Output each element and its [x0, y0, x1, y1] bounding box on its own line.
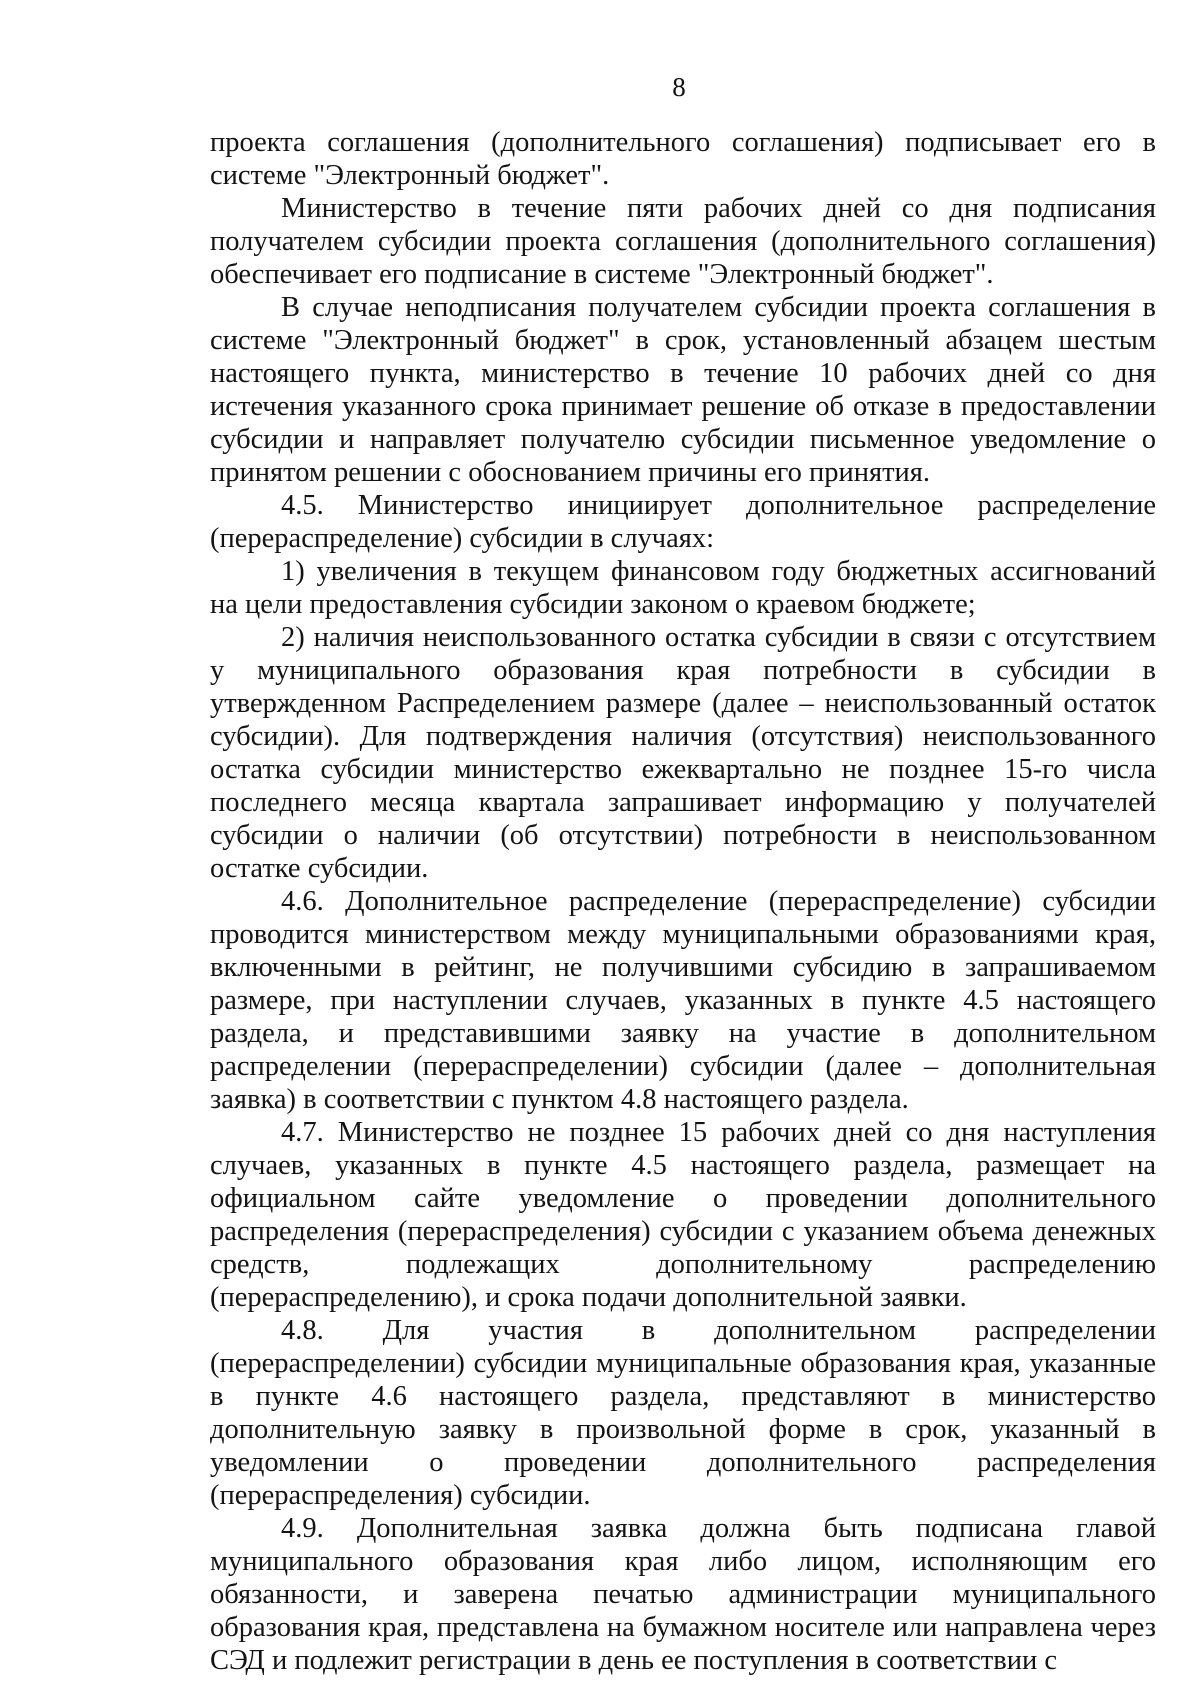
paragraph-4-7: 4.7. Министерство не позднее 15 рабочих дней со дня наступления случаев, указанных в пункте 4.5 настоящего раздела, размещает на официальном сайте уведомление о проведении дополнительного распределения (перераспределения) субсидии с указанием объема денежных средств, подлежащих дополнительному распределению (перераспределению), и срока подачи дополнительной заявки. [210, 1117, 1156, 1313]
paragraph-2: Министерство в течение пяти рабочих дней со дня подписания получателем субсидии проекта соглашения (дополнительного соглашения) обеспечивает его подписание в системе "Электронный бюджет". [210, 193, 1156, 290]
paragraph-item-2: 2) наличия неиспользованного остатка субсидии в связи с отсутствием у муниципального образования края потребности в субсидии в утвержденном Распределением размере (далее – неиспользованный остаток субсидии). Для подтверждения наличия (отсутствия) неиспользованного остатка субсидии министерство ежеквартально не позднее 15-го числа последнего месяца квартала запрашивает информацию у получателей субсидии о наличии (об отсутствии) потребности в неиспользованном остатке субсидии. [210, 622, 1156, 884]
page-number: 8 [672, 72, 686, 102]
paragraph-4-9: 4.9. Дополнительная заявка должна быть подписана главой муниципального образования края либо лицом, исполняющим его обязанности, и заверена печатью администрации муниципального образования края, представлена на бумажном носителе или направлена через СЭД и подлежит регистрации в день ее поступления в соответствии с [210, 1513, 1156, 1676]
paragraph-1: проекта соглашения (дополнительного соглашения) подписывает его в системе "Электронный бюджет". [210, 127, 1156, 191]
paragraph-4-5: 4.5. Министерство инициирует дополнительное распределение (перераспределение) субсидии в случаях: [210, 490, 1156, 554]
paragraph-3: В случае неподписания получателем субсидии проекта соглашения в системе "Электронный бюджет" в срок, установленный абзацем шестым настоящего пункта, министерство в течение 10 рабочих дней со дня истечения указанного срока принимает решение об отказе в предоставлении субсидии и направляет получателю субсидии письменное уведомление о принятом решении с обоснованием причины его принятия. [210, 292, 1156, 488]
paragraph-4-8: 4.8. Для участия в дополнительном распределении (перераспределении) субсидии муниципальные образования края, указанные в пункте 4.6 настоящего раздела, представляют в министерство дополнительную заявку в произвольной форме в срок, указанный в уведомлении о проведении дополнительного распределения (перераспределения) субсидии. [210, 1315, 1156, 1511]
document-body [210, 126, 1156, 1677]
paragraph-item-1: 1) увеличения в текущем финансовом году бюджетных ассигнований на цели предоставления субсидии законом о краевом бюджете; [210, 556, 1156, 620]
paragraph-4-6: 4.6. Дополнительное распределение (перераспределение) субсидии проводится министерством между муниципальными образованиями края, включенными в рейтинг, не получившими субсидию в запрашиваемом размере, при наступлении случаев, указанных в пункте 4.5 настоящего раздела, и представившими заявку на участие в дополнительном распределении (перераспределении) субсидии (далее – дополнительная заявка) в соответствии с пунктом 4.8 настоящего раздела. [210, 886, 1156, 1115]
